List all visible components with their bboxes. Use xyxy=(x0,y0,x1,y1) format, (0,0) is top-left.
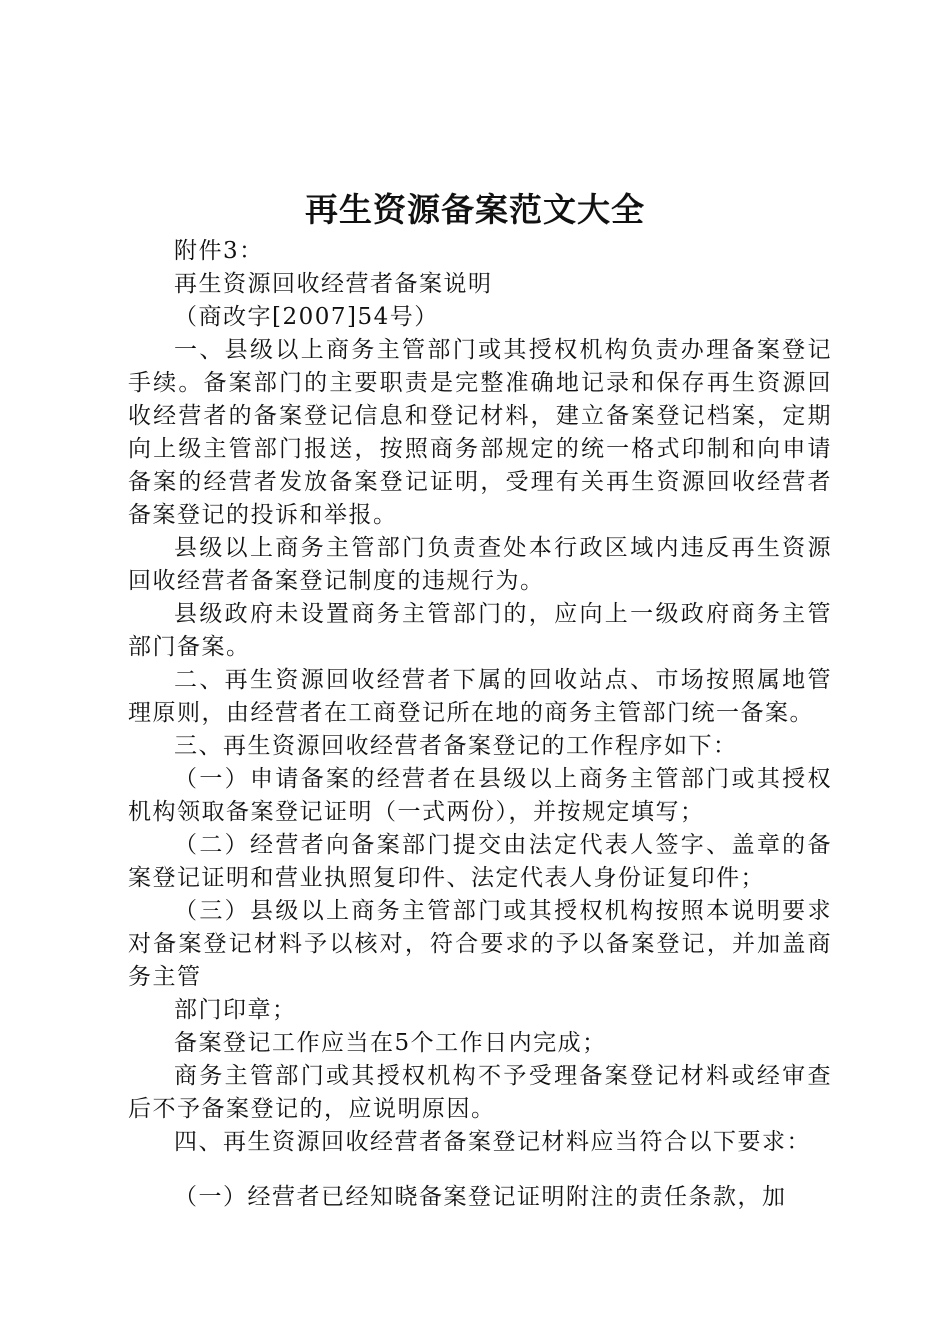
document-title: 再生资源备案范文大全 xyxy=(305,190,645,229)
paragraph-attachment-label: 附件3： xyxy=(174,238,264,264)
paragraph-section-3-item-3: （三）县级以上商务主管部门或其授权机构按照本说明要求对备案登记材料予以核对，符合要求的予以备案登记，并加盖商务主管 xyxy=(128,898,832,990)
paragraph-section-4: 四、再生资源回收经营者备案登记材料应当符合以下要求： xyxy=(174,1129,811,1155)
paragraph-section-4-item-1: （一）经营者已经知晓备案登记证明附注的责任条款，加 xyxy=(174,1184,787,1210)
paragraph-section-3-item-2: （二）经营者向备案部门提交由法定代表人签字、盖章的备案登记证明和营业执照复印件、法定代表人身份证复印件； xyxy=(128,832,832,891)
paragraph-section-1-c: 县级政府未设置商务主管部门的，应向上一级政府商务主管部门备案。 xyxy=(128,601,832,660)
paragraph-doc-number: （商改字[2007]54号） xyxy=(174,304,439,330)
paragraph-section-3: 三、再生资源回收经营者备案登记的工作程序如下： xyxy=(174,733,738,759)
paragraph-section-3-item-3-cont: 部门印章； xyxy=(174,997,297,1023)
paragraph-section-1-b: 县级以上商务主管部门负责查处本行政区域内违反再生资源回收经营者备案登记制度的违规行为。 xyxy=(128,535,832,594)
paragraph-section-2: 二、再生资源回收经营者下属的回收站点、市场按照属地管理原则，由经营者在工商登记所在地的商务主管部门统一备案。 xyxy=(128,667,832,726)
paragraph-subtitle: 再生资源回收经营者备案说明 xyxy=(174,271,493,297)
paragraph-section-1: 一、县级以上商务主管部门或其授权机构负责办理备案登记手续。备案部门的主要职责是完整准确地记录和保存再生资源回收经营者的备案登记信息和登记材料，建立备案登记档案，定期向上级主管部门报送，按照商务部规定的统一格式印制和向申请备案的经营者发放备案登记证明，受理有关再生资源回收经营者备案登记的投诉和举报。 xyxy=(128,337,832,528)
document-body xyxy=(128,235,832,1214)
paragraph-section-3-deadline: 备案登记工作应当在5个工作日内完成； xyxy=(174,1030,607,1056)
paragraph-section-3-refusal: 商务主管部门或其授权机构不予受理备案登记材料或经审查后不予备案登记的，应说明原因。 xyxy=(128,1063,832,1122)
paragraph-section-3-item-1: （一）申请备案的经营者在县级以上商务主管部门或其授权机构领取备案登记证明（一式两份），并按规定填写； xyxy=(128,766,832,825)
